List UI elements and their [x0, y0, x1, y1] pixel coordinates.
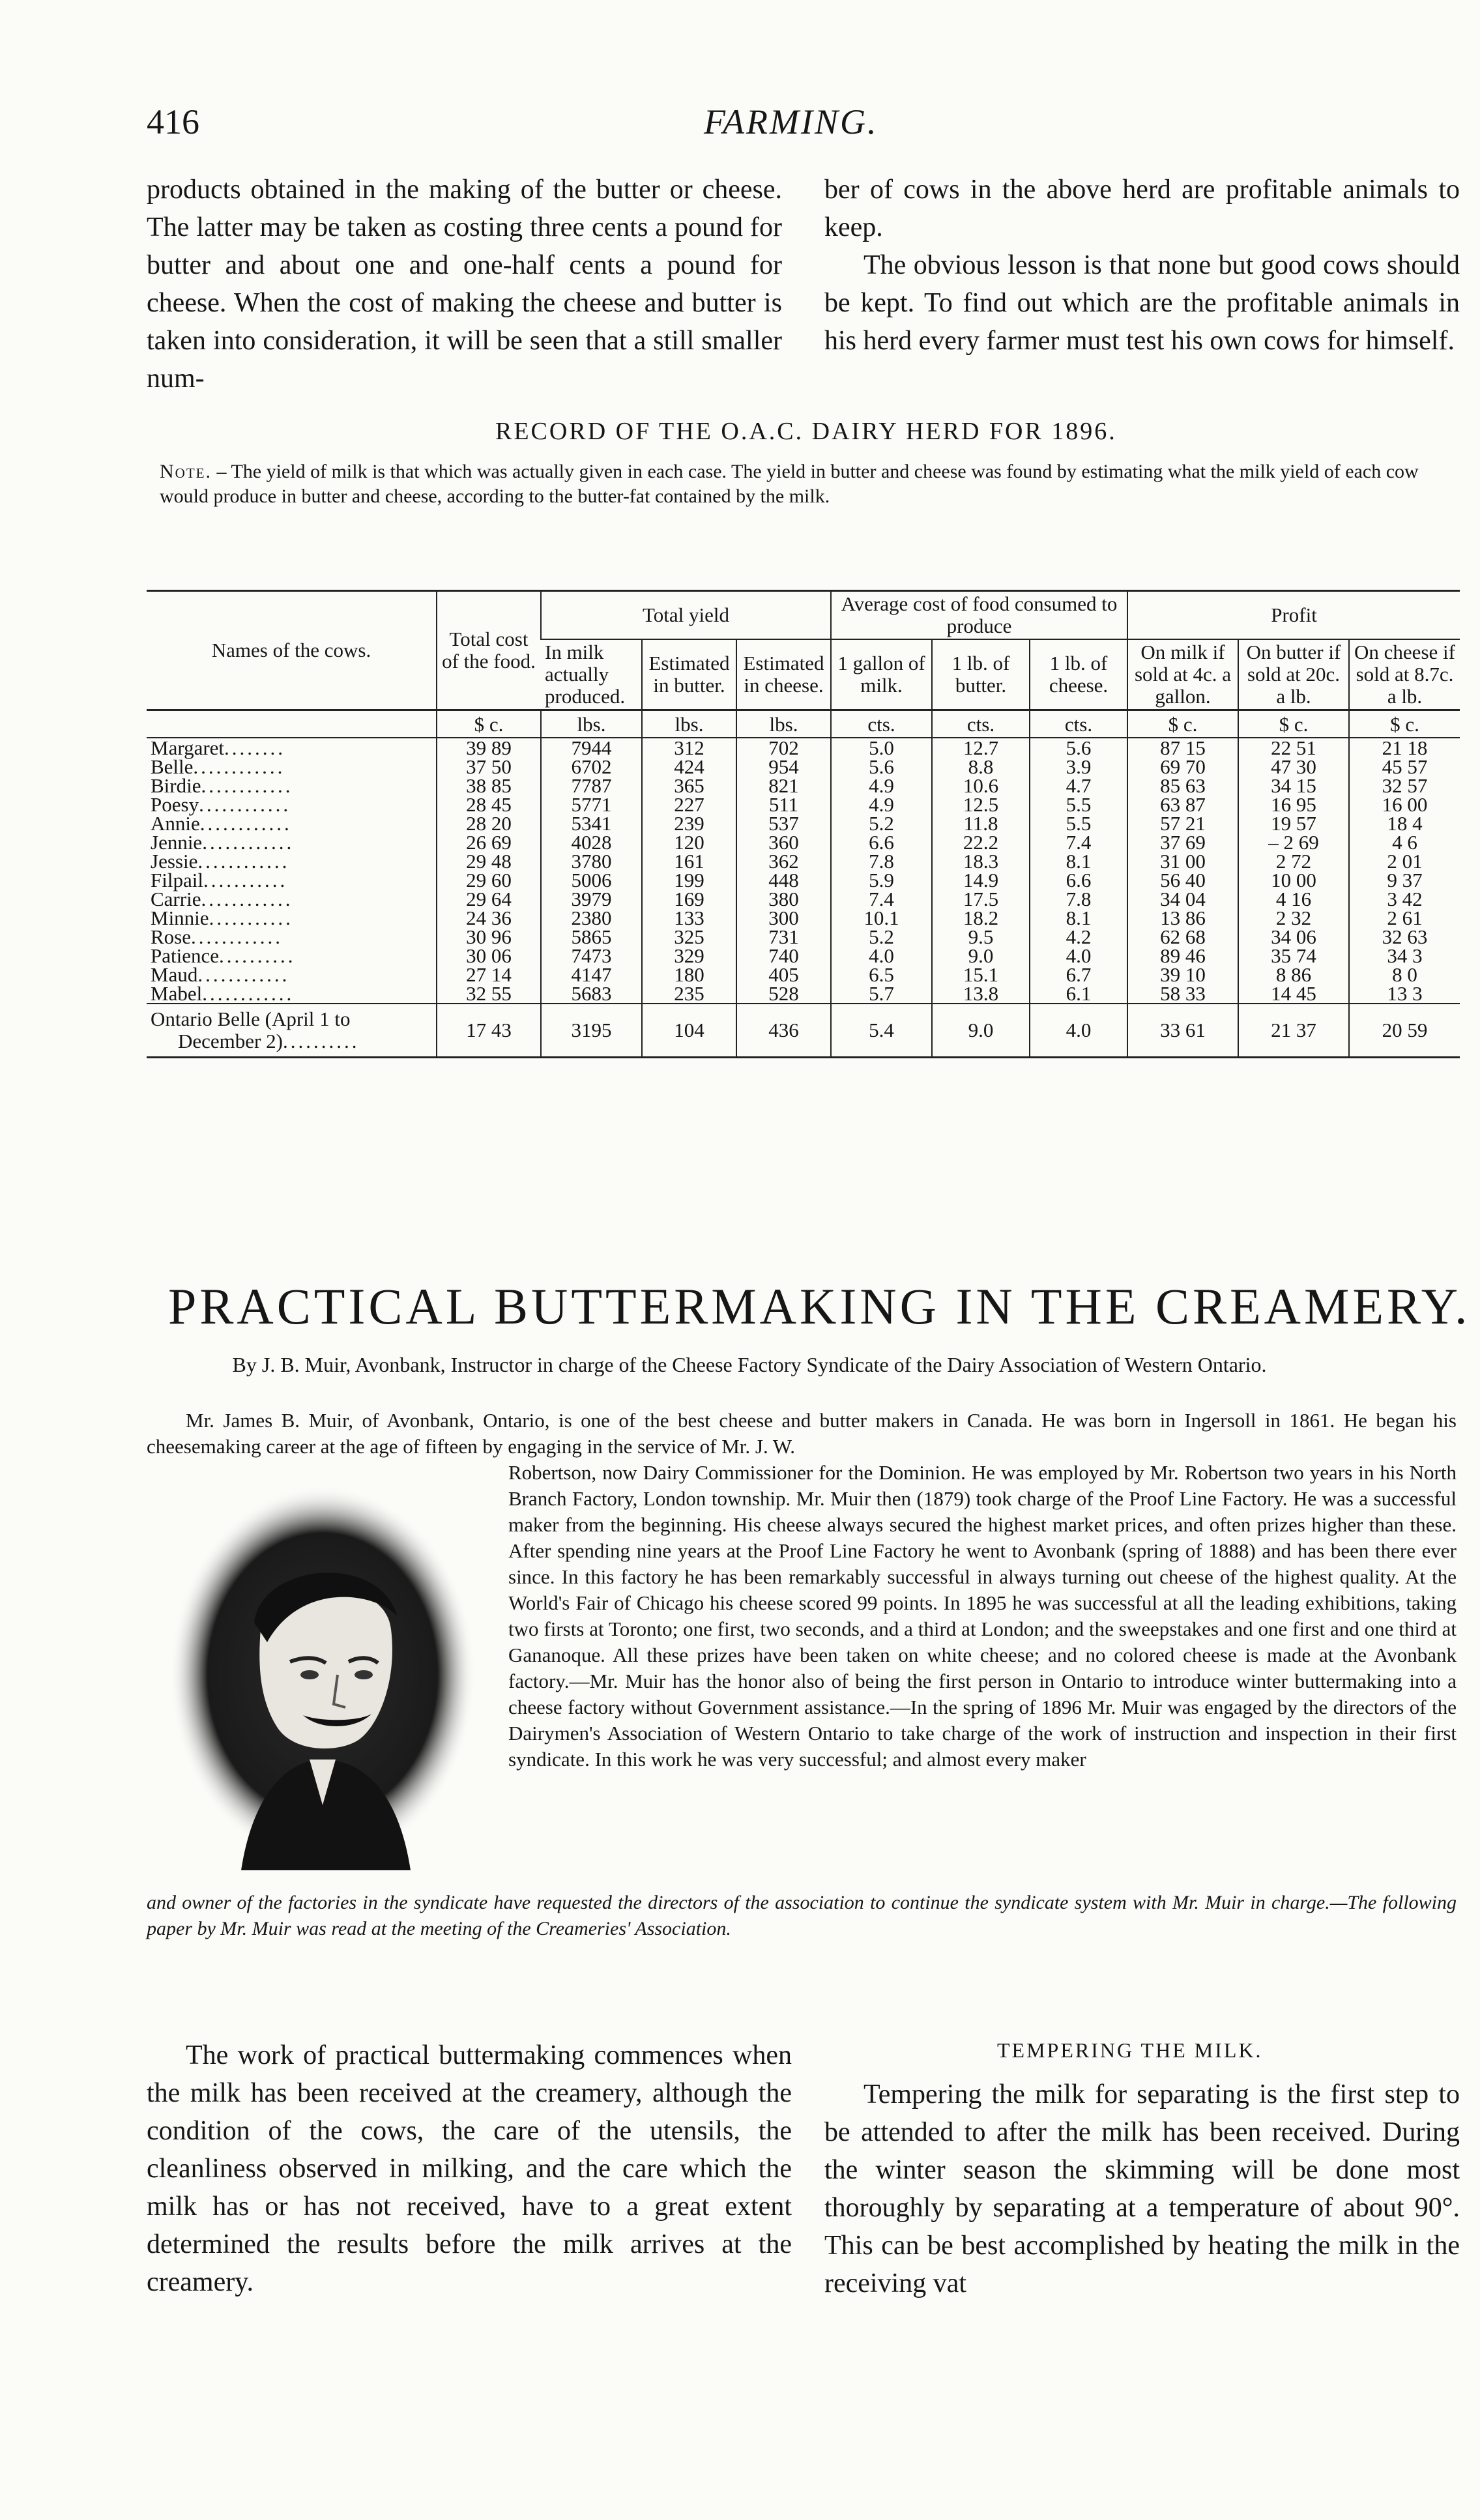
leader-dots: ............ [197, 963, 290, 986]
body-right-column [824, 2076, 1460, 2302]
profit-milk-cell: 58 33 [1127, 984, 1238, 1004]
col-header-profit-cheese: On cheese if sold at 8.7c. a lb. [1349, 639, 1460, 710]
cost-lb-butter-cell: 17.5 [932, 890, 1030, 908]
cheese-cell: 362 [736, 852, 831, 871]
cost-gallon-cell: 6.5 [831, 965, 932, 984]
butter-cell: 180 [642, 965, 736, 984]
cost-cell: 38 85 [437, 776, 541, 795]
cheese-cell: 528 [736, 984, 831, 1004]
cow-name: Birdie [151, 774, 201, 797]
table-row [147, 965, 1460, 984]
page-number: 416 [147, 102, 199, 141]
leader-dots: .......... [219, 944, 296, 967]
cost-lb-butter-cell: 18.3 [932, 852, 1030, 871]
cow-name-cell [147, 757, 437, 776]
milk-cell: 7473 [541, 946, 642, 965]
profit-cheese-cell: 32 63 [1349, 927, 1460, 946]
cow-name-cell [147, 871, 437, 890]
cost-cell: 26 69 [437, 833, 541, 852]
cost-cell: 27 14 [437, 965, 541, 984]
cost-gallon-cell: 5.4 [831, 1004, 932, 1058]
profit-butter-cell: 14 45 [1238, 984, 1349, 1004]
cost-gallon-cell: 10.1 [831, 908, 932, 927]
body-left-text: The work of practical buttermaking commences when the milk has been received at the creamery, although the condition of the cows, the care of the utensils, the cleanliness observed in milking, and the care which the milk has or has not received, have to a great extent determined the results before the milk arrives at the creamery. [147, 2040, 792, 2297]
note-label: Note. [160, 461, 212, 482]
table-row [147, 795, 1460, 814]
portrait-image [163, 1479, 482, 1870]
cost-gallon-cell: 5.7 [831, 984, 932, 1004]
cost-lb-cheese-cell: 8.1 [1030, 908, 1127, 927]
profit-milk-cell: 37 69 [1127, 833, 1238, 852]
cost-cell: 24 36 [437, 908, 541, 927]
leader-dots: ........... [209, 906, 293, 929]
intro-left-text: products obtained in the making of the butter or cheese. The latter may be taken as costing three cents a pound for butter and about one and one-half cents a pound for cheese. When the cost of making the cheese and butter is taken into consideration, it will be seen that a still smaller num- [147, 175, 782, 394]
cow-name-cell [147, 1004, 437, 1058]
cow-name: Belle [151, 755, 194, 778]
bio-intro: Mr. James B. Muir, of Avonbank, Ontario, is one of the best cheese and butter makers in Canada. He was born in Ingersoll in 1861. He began his cheesemaking career at the age of fifteen by engaging in the service of Mr. J. W. [147, 1409, 1457, 1458]
intro-right-text-2: The obvious lesson is that none but good cows should be kept. To find out which are the profitable animals in his herd every farmer must test his own cows for himself. [824, 250, 1460, 356]
cow-name: Minnie [151, 906, 209, 929]
cheese-cell: 821 [736, 776, 831, 795]
cost-cell: 28 20 [437, 814, 541, 833]
unit-cell: lbs. [642, 710, 736, 738]
profit-cheese-cell: 3 42 [1349, 890, 1460, 908]
intro-right-text-1: ber of cows in the above herd are profitable animals to keep. [824, 175, 1460, 242]
profit-cheese-cell: 32 57 [1349, 776, 1460, 795]
profit-milk-cell: 69 70 [1127, 757, 1238, 776]
profit-butter-cell: 21 37 [1238, 1004, 1349, 1058]
unit-cell: $ c. [1127, 710, 1238, 738]
article-byline: By J. B. Muir, Avonbank, Instructor in charge of the Cheese Factory Syndicate of the Dairy Association of Western Ontario. [232, 1353, 1267, 1376]
profit-milk-cell: 39 10 [1127, 965, 1238, 984]
profit-cheese-cell: 2 61 [1349, 908, 1460, 927]
cow-name: Patience [151, 944, 220, 967]
profit-butter-cell: – 2 69 [1238, 833, 1349, 852]
cow-name: Filpail [151, 869, 203, 891]
leader-dots: ............ [199, 812, 292, 835]
profit-butter-cell: 8 86 [1238, 965, 1349, 984]
cheese-cell: 702 [736, 738, 831, 757]
table-row [147, 776, 1460, 795]
cow-name-cell [147, 965, 437, 984]
note-text: – The yield of milk is that which was actually given in each case. The yield in butter and cheese was found by estimating what the milk yield of each cow would produce in butter and cheese, according to the butter-fat contained by the milk. [160, 461, 1419, 507]
profit-cheese-cell: 18 4 [1349, 814, 1460, 833]
cheese-cell: 954 [736, 757, 831, 776]
profit-cheese-cell: 16 00 [1349, 795, 1460, 814]
leader-dots: ........... [203, 869, 288, 891]
profit-butter-cell: 34 15 [1238, 776, 1349, 795]
cost-cell: 32 55 [437, 984, 541, 1004]
intro-right-column [824, 171, 1460, 360]
bio-continuation-text: and owner of the factories in the syndicate have requested the directors of the association to continue the syndicate system with Mr. Muir in charge.—The following paper by Mr. Muir was read at the meeting of the Creameries' Association. [147, 1892, 1457, 1939]
profit-butter-cell: 19 57 [1238, 814, 1349, 833]
profit-milk-cell: 63 87 [1127, 795, 1238, 814]
milk-cell: 6702 [541, 757, 642, 776]
butter-cell: 424 [642, 757, 736, 776]
cost-gallon-cell: 4.0 [831, 946, 932, 965]
butter-cell: 365 [642, 776, 736, 795]
cow-name: Annie [151, 812, 200, 835]
milk-cell: 5006 [541, 871, 642, 890]
cow-name: Jennie [151, 831, 203, 854]
profit-butter-cell: 35 74 [1238, 946, 1349, 965]
col-header-butter: Estimated in butter. [642, 639, 736, 710]
cost-lb-cheese-cell: 6.7 [1030, 965, 1127, 984]
cost-cell: 17 43 [437, 1004, 541, 1058]
table-row [147, 927, 1460, 946]
cost-lb-butter-cell: 11.8 [932, 814, 1030, 833]
milk-cell: 7787 [541, 776, 642, 795]
col-header-cheese: Estimated in cheese. [736, 639, 831, 710]
profit-milk-cell: 56 40 [1127, 871, 1238, 890]
profit-milk-cell: 57 21 [1127, 814, 1238, 833]
leader-dots: ............ [202, 982, 295, 1005]
cow-name-line-2 [151, 1030, 432, 1052]
cheese-cell: 360 [736, 833, 831, 852]
butter-cell: 199 [642, 871, 736, 890]
milk-cell: 3780 [541, 852, 642, 871]
butter-cell: 227 [642, 795, 736, 814]
col-header-cost: Total cost of the food. [437, 591, 541, 710]
unit-cell: cts. [831, 710, 932, 738]
body-left-column [147, 2036, 792, 2301]
cheese-cell: 380 [736, 890, 831, 908]
cost-lb-cheese-cell: 3.9 [1030, 757, 1127, 776]
butter-cell: 161 [642, 852, 736, 871]
table-row [147, 946, 1460, 965]
cost-cell: 30 06 [437, 946, 541, 965]
table-row [147, 1004, 1460, 1058]
bio-right-column: Robertson, now Dairy Commissioner for the Dominion. He was employed by Mr. Robertson two years in his North Branch Factory, London township. Mr. Muir then (1879) took charge of the Proof Line Factory. He was a successful maker from the beginning. His cheese always secured the highest market prices, and often prizes higher than these. After spending nine years at the Proof Line Factory he went to Avonbank (spring of 1888) and has been there ever since. In this factory he has been remarkably successful in always turning out cheese of the highest quality. At the World's Fair of Chicago his cheese scored 99 points. In 1895 he was successful at all the leading exhibitions, taking two firsts at Toronto; one first, two seconds, and a third at London; and the sweepstakes and one first and one third at Gananoque. All these prizes have been taken on white cheese; and no colored cheese is made at the Avonbank factory.—Mr. Muir has the honor also of being the first person in Ontario to introduce winter buttermaking into a cheese factory without Government assistance.—In the spring of 1896 Mr. Muir was engaged by the directors of the Dairymen's Association of Western Ontario to take charge of the work of instruction and inspection in their first syndicate. In this work he was very successful; and almost every maker [508, 1461, 1457, 1771]
butter-cell: 120 [642, 833, 736, 852]
cost-lb-butter-cell: 22.2 [932, 833, 1030, 852]
cost-lb-cheese-cell: 8.1 [1030, 852, 1127, 871]
cheese-cell: 436 [736, 1004, 831, 1058]
table-row [147, 871, 1460, 890]
record-note [160, 459, 1453, 509]
cost-lb-butter-cell: 18.2 [932, 908, 1030, 927]
cow-name-cell [147, 890, 437, 908]
col-header-profit-milk: On milk if sold at 4c. a gallon. [1127, 639, 1238, 710]
cheese-cell: 448 [736, 871, 831, 890]
profit-milk-cell: 31 00 [1127, 852, 1238, 871]
profit-cheese-cell: 2 01 [1349, 852, 1460, 871]
cost-gallon-cell: 5.0 [831, 738, 932, 757]
profit-milk-cell: 87 15 [1127, 738, 1238, 757]
profit-cheese-cell: 4 6 [1349, 833, 1460, 852]
leader-dots: ............ [201, 888, 293, 910]
cost-lb-butter-cell: 9.0 [932, 946, 1030, 965]
profit-milk-cell: 85 63 [1127, 776, 1238, 795]
cost-gallon-cell: 7.8 [831, 852, 932, 871]
cheese-cell: 731 [736, 927, 831, 946]
cost-lb-butter-cell: 10.6 [932, 776, 1030, 795]
leader-dots: ............ [193, 755, 285, 778]
profit-milk-cell: 13 86 [1127, 908, 1238, 927]
unit-cell: lbs. [736, 710, 831, 738]
profit-milk-cell: 89 46 [1127, 946, 1238, 965]
butter-cell: 104 [642, 1004, 736, 1058]
profit-cheese-cell: 8 0 [1349, 965, 1460, 984]
table-row [147, 984, 1460, 1004]
butter-cell: 312 [642, 738, 736, 757]
cost-lb-cheese-cell: 5.5 [1030, 795, 1127, 814]
cow-name: Carrie [151, 888, 201, 910]
leader-dots: ............ [197, 850, 290, 873]
unit-cell: $ c. [1238, 710, 1349, 738]
milk-cell: 4028 [541, 833, 642, 852]
milk-cell: 7944 [541, 738, 642, 757]
cost-lb-cheese-cell: 7.8 [1030, 890, 1127, 908]
cost-lb-butter-cell: 9.5 [932, 927, 1030, 946]
cost-lb-cheese-cell: 7.4 [1030, 833, 1127, 852]
cost-lb-butter-cell: 12.5 [932, 795, 1030, 814]
unit-cell: lbs. [541, 710, 642, 738]
profit-cheese-cell: 20 59 [1349, 1004, 1460, 1058]
cost-gallon-cell: 5.2 [831, 927, 932, 946]
portrait-illustration [163, 1479, 482, 1870]
cost-lb-butter-cell: 14.9 [932, 871, 1030, 890]
cost-lb-butter-cell: 9.0 [932, 1004, 1030, 1058]
cow-name-cell [147, 776, 437, 795]
col-header-cost-lb-butter: 1 lb. of butter. [932, 639, 1030, 710]
milk-cell: 5341 [541, 814, 642, 833]
table-row [147, 890, 1460, 908]
leader-dots: .......... [282, 1030, 360, 1052]
profit-cheese-cell: 34 3 [1349, 946, 1460, 965]
cow-name-cell [147, 927, 437, 946]
cost-cell: 39 89 [437, 738, 541, 757]
cow-name-cell [147, 738, 437, 757]
butter-cell: 329 [642, 946, 736, 965]
butter-cell: 235 [642, 984, 736, 1004]
cost-gallon-cell: 4.9 [831, 776, 932, 795]
butter-cell: 169 [642, 890, 736, 908]
col-header-cost-lb-cheese: 1 lb. of cheese. [1030, 639, 1127, 710]
cow-name-cell [147, 984, 437, 1004]
cheese-cell: 740 [736, 946, 831, 965]
leader-dots: ............ [199, 793, 291, 816]
unit-cell: cts. [932, 710, 1030, 738]
unit-cell [147, 710, 437, 738]
butter-cell: 325 [642, 927, 736, 946]
cost-lb-cheese-cell: 5.6 [1030, 738, 1127, 757]
col-header-milk: In milk actually produced. [545, 641, 626, 708]
profit-cheese-cell: 21 18 [1349, 738, 1460, 757]
table-row [147, 738, 1460, 757]
unit-cell: cts. [1030, 710, 1127, 738]
cost-gallon-cell: 6.6 [831, 833, 932, 852]
cost-lb-butter-cell: 15.1 [932, 965, 1030, 984]
profit-butter-cell: 2 72 [1238, 852, 1349, 871]
article-title: PRACTICAL BUTTERMAKING IN THE CREAMERY. [168, 1278, 1471, 1335]
leader-dots: ............ [201, 774, 293, 797]
cow-name-cell [147, 946, 437, 965]
milk-cell: 3979 [541, 890, 642, 908]
milk-cell: 2380 [541, 908, 642, 927]
milk-cell: 4147 [541, 965, 642, 984]
group-header-average-cost: Average cost of food consumed to produce [831, 591, 1127, 640]
profit-milk-cell: 62 68 [1127, 927, 1238, 946]
milk-cell: 3195 [541, 1004, 642, 1058]
cow-name-part: December 2) [178, 1030, 283, 1052]
cost-lb-cheese-cell: 6.6 [1030, 871, 1127, 890]
cow-name: Mabel [151, 982, 203, 1005]
table-row [147, 908, 1460, 927]
cost-lb-butter-cell: 12.7 [932, 738, 1030, 757]
milk-cell: 5771 [541, 795, 642, 814]
cow-name-cell [147, 833, 437, 852]
herd-record-table [147, 590, 1460, 1058]
butter-cell: 239 [642, 814, 736, 833]
cost-lb-cheese-cell: 6.1 [1030, 984, 1127, 1004]
cow-name-cell [147, 852, 437, 871]
cost-gallon-cell: 7.4 [831, 890, 932, 908]
cost-cell: 29 64 [437, 890, 541, 908]
section-heading: TEMPERING THE MILK. [997, 2038, 1263, 2062]
cost-gallon-cell: 5.6 [831, 757, 932, 776]
profit-butter-cell: 16 95 [1238, 795, 1349, 814]
cow-name: Maud [151, 963, 198, 986]
cost-cell: 37 50 [437, 757, 541, 776]
unit-cell: $ c. [437, 710, 541, 738]
cow-name-line-1: Ontario Belle (April 1 to [151, 1007, 351, 1030]
profit-butter-cell: 4 16 [1238, 890, 1349, 908]
cost-lb-cheese-cell: 4.7 [1030, 776, 1127, 795]
bio-continuation [147, 1890, 1457, 1942]
cow-name-cell [147, 908, 437, 927]
butter-cell: 133 [642, 908, 736, 927]
cost-lb-cheese-cell: 4.0 [1030, 1004, 1127, 1058]
cost-lb-butter-cell: 8.8 [932, 757, 1030, 776]
table-row [147, 814, 1460, 833]
record-title: RECORD OF THE O.A.C. DAIRY HERD FOR 1896. [495, 418, 1117, 445]
cow-name: Poesy [151, 793, 199, 816]
profit-cheese-cell: 45 57 [1349, 757, 1460, 776]
cow-name-cell [147, 795, 437, 814]
profit-butter-cell: 34 06 [1238, 927, 1349, 946]
cost-gallon-cell: 4.9 [831, 795, 932, 814]
unit-cell: $ c. [1349, 710, 1460, 738]
leader-dots: ........ [224, 736, 286, 759]
units-row [147, 710, 1460, 738]
cost-lb-cheese-cell: 5.5 [1030, 814, 1127, 833]
cow-name: Margaret [151, 736, 225, 759]
cheese-cell: 537 [736, 814, 831, 833]
cost-lb-cheese-cell: 4.0 [1030, 946, 1127, 965]
profit-milk-cell: 33 61 [1127, 1004, 1238, 1058]
cow-name-cell [147, 814, 437, 833]
milk-cell: 5865 [541, 927, 642, 946]
profit-butter-cell: 22 51 [1238, 738, 1349, 757]
profit-cheese-cell: 9 37 [1349, 871, 1460, 890]
intro-left-column [147, 171, 782, 398]
profit-butter-cell: 2 32 [1238, 908, 1349, 927]
cost-cell: 29 60 [437, 871, 541, 890]
table-row [147, 852, 1460, 871]
ontario-belle-row [147, 1004, 1460, 1058]
cow-rows [147, 738, 1460, 1004]
cost-gallon-cell: 5.2 [831, 814, 932, 833]
milk-cell: 5683 [541, 984, 642, 1004]
cost-gallon-cell: 5.9 [831, 871, 932, 890]
cost-cell: 30 96 [437, 927, 541, 946]
cheese-cell: 405 [736, 965, 831, 984]
cheese-cell: 511 [736, 795, 831, 814]
body-right-text: Tempering the milk for separating is the first step to be attended to after the milk has been received. During the winter season the skimming will be done most thoroughly by separating at a temperature of about 90°. This can be best accomplished by heating the milk in the receiving vat [824, 2079, 1460, 2298]
group-header-profit: Profit [1127, 591, 1460, 640]
running-title: FARMING. [704, 102, 878, 141]
profit-cheese-cell: 13 3 [1349, 984, 1460, 1004]
cow-name: Jessie [151, 850, 198, 873]
cost-lb-cheese-cell: 4.2 [1030, 927, 1127, 946]
leader-dots: ............ [191, 925, 283, 948]
profit-butter-cell: 47 30 [1238, 757, 1349, 776]
col-header-profit-butter: On butter if sold at 20c. a lb. [1238, 639, 1349, 710]
cost-cell: 29 48 [437, 852, 541, 871]
col-header-name: Names of the cows. [211, 639, 371, 661]
cow-name: Rose [151, 925, 191, 948]
col-header-cost-gallon: 1 gallon of milk. [831, 639, 932, 710]
leader-dots: ............ [202, 831, 295, 854]
profit-milk-cell: 34 04 [1127, 890, 1238, 908]
table-row [147, 833, 1460, 852]
group-header-total-yield: Total yield [541, 591, 831, 640]
cheese-cell: 300 [736, 908, 831, 927]
cost-lb-butter-cell: 13.8 [932, 984, 1030, 1004]
table-row [147, 757, 1460, 776]
cost-cell: 28 45 [437, 795, 541, 814]
profit-butter-cell: 10 00 [1238, 871, 1349, 890]
